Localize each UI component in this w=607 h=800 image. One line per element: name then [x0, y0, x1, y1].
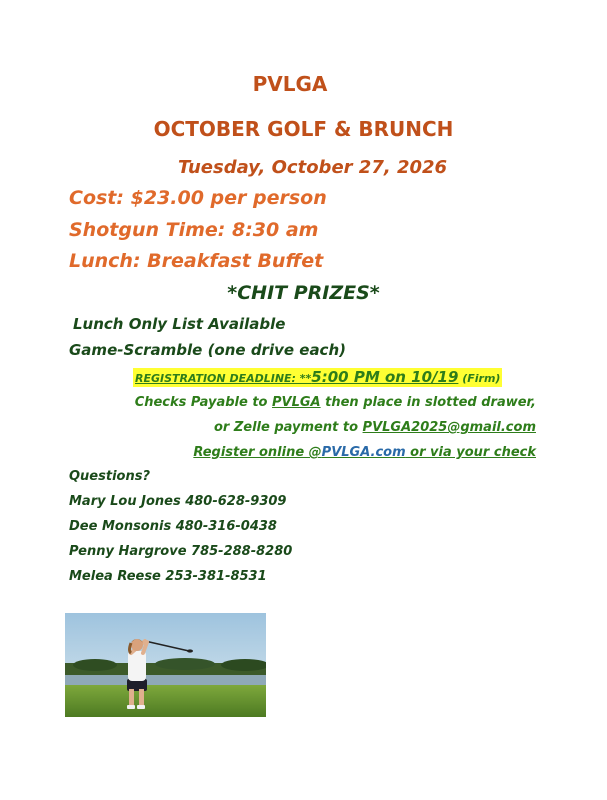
checks-prefix: Checks Payable to: [134, 395, 273, 410]
chit-prizes-line: *CHIT PRIZES*: [227, 282, 380, 304]
shotgun-time-line: Shotgun Time: 8:30 am: [69, 219, 319, 241]
lunch-line: Lunch: Breakfast Buffet: [69, 250, 324, 272]
checks-payable-line: [135, 396, 536, 411]
register-site-link[interactable]: PVLGA.com: [321, 445, 406, 460]
event-title: OCTOBER GOLF & BRUNCH: [153, 117, 454, 141]
contact-line: Mary Lou Jones 480-628-9309: [69, 494, 287, 509]
zelle-prefix: or Zelle payment to: [213, 420, 363, 435]
deadline-firm: (Firm): [458, 372, 501, 385]
checks-payee: PVLGA: [272, 395, 321, 410]
deadline-time: 5:00 PM on 10/19: [311, 368, 459, 386]
game-format-line: Game-Scramble (one drive each): [69, 341, 346, 359]
questions-label: Questions?: [69, 469, 150, 484]
event-date: Tuesday, October 27, 2026: [178, 157, 448, 178]
checks-suffix: then place in slotted drawer,: [320, 395, 536, 410]
contact-line: Melea Reese 253-381-8531: [69, 569, 267, 584]
contact-line: Dee Monsonis 480-316-0438: [69, 519, 277, 534]
register-online-line: [193, 446, 536, 461]
org-title: PVLGA: [252, 72, 328, 96]
deadline-label: REGISTRATION DEADLINE: **: [135, 372, 312, 385]
registration-deadline: [133, 368, 502, 387]
lunch-only-line: Lunch Only List Available: [73, 315, 286, 333]
contact-line: Penny Hargrove 785-288-8280: [69, 544, 293, 559]
register-suffix: or via your check: [405, 445, 536, 460]
register-prefix: Register online @: [193, 445, 322, 460]
zelle-email-link[interactable]: PVLGA2025@gmail.com: [362, 420, 536, 435]
cost-line: Cost: $23.00 per person: [69, 187, 327, 209]
zelle-line: [214, 421, 536, 436]
golfer-photo: [65, 613, 266, 717]
